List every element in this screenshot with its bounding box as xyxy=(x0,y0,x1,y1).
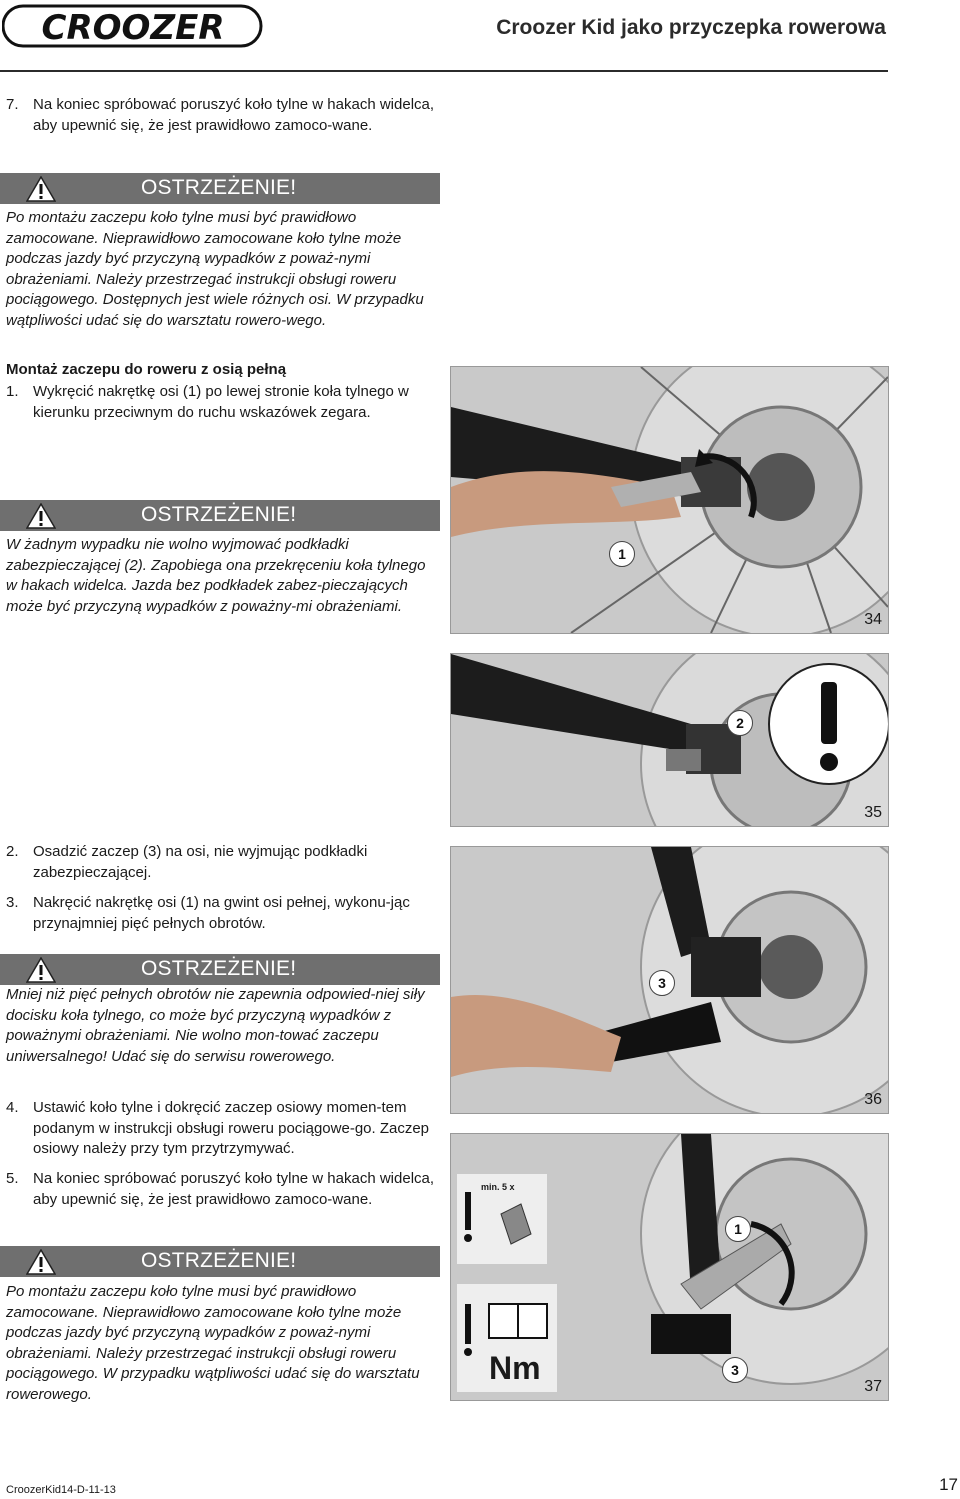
warning-header-3 xyxy=(0,954,440,985)
step-number: 7. xyxy=(6,96,19,113)
callout: 1 xyxy=(609,541,635,567)
figure-number: 34 xyxy=(864,611,882,628)
warning-icon xyxy=(26,176,56,202)
step-text: Wykręcić nakrętkę osi (1) po lewej stronie koła tylnego w kierunku przeciwnym do ruchu wskazówek zegara. xyxy=(33,383,409,421)
warning-text-4: Po montażu zaczepu koło tylne musi być prawidłowo zamocowane. Nieprawidłowo zamocowane koło tylne może podczas jazdy być przyczyną wypadków z poważ-nymi obrażeniami. Należy przestrzegać instrukcji obsługi roweru pociągowego. W przypadku wątpliwości udać się do warsztatu rowerowego. xyxy=(6,1283,420,1403)
warning-text-1: Po montażu zaczepu koło tylne musi być prawidłowo zamocowane. Nieprawidłowo zamocowane koło tylne może podczas jazdy być przyczyną wypadków z poważ-nymi obrażeniami. Należy przestrzegać instrukcji obsługi roweru pociągowego. Dostępnych jest wiele różnych osi. W przypadku wątpliwości udać się do warsztatu rowero-wego. xyxy=(6,209,424,329)
figure-number: 36 xyxy=(864,1091,882,1108)
page-number: 17 xyxy=(939,1475,958,1494)
step-2 xyxy=(6,842,440,883)
figure-34-illustration xyxy=(451,367,888,633)
torque-label: Nm xyxy=(489,1350,541,1386)
page-title: Croozer Kid jako przyczepka rowerowa xyxy=(496,16,886,39)
step-number: 3. xyxy=(6,894,19,911)
callout: 3 xyxy=(722,1357,748,1383)
figure-number: 37 xyxy=(864,1378,882,1395)
figure-35-illustration xyxy=(451,654,888,826)
warning-text-2: W żadnym wypadku nie wolno wyjmować podkładki zabezpieczającej (2). Zapobiega ona przekręceniu koła tylnego w hakach widelca. Jazda bez podkładek zabez-pieczających może być przyczyną wypadków z poważny-mi obrażeniami. xyxy=(6,536,426,615)
warning-title: OSTRZEŻENIE! xyxy=(141,503,297,526)
callout: 3 xyxy=(649,970,675,996)
step-number: 1. xyxy=(6,383,19,400)
warning-header-2 xyxy=(0,500,440,531)
step-number: 5. xyxy=(6,1170,19,1187)
step-number: 4. xyxy=(6,1099,19,1116)
step-5 xyxy=(6,1169,440,1210)
brand-text: CROOZER xyxy=(41,8,225,48)
warning-header-1 xyxy=(0,173,440,204)
callout: 1 xyxy=(725,1216,751,1242)
min-turns-label: min. 5 x xyxy=(481,1182,515,1192)
warning-title: OSTRZEŻENIE! xyxy=(141,957,297,980)
figure-number: 35 xyxy=(864,804,882,821)
header-divider xyxy=(0,70,888,72)
step-number: 2. xyxy=(6,843,19,860)
step-text: Nakręcić nakrętkę osi (1) na gwint osi pełnej, wykonu-jąc przynajmniej pięć pełnych obrotów. xyxy=(33,894,410,932)
step-3 xyxy=(6,893,440,934)
figure-35 xyxy=(450,653,889,827)
croozer-logo xyxy=(2,2,264,50)
section-heading: Montaż zaczepu do roweru z osią pełną xyxy=(6,361,287,378)
step-text: Osadzić zaczep (3) na osi, nie wyjmując podkładki zabezpieczającej. xyxy=(33,843,368,881)
step-text: Na koniec spróbować poruszyć koło tylne w hakach widelca, aby upewnić się, że jest prawidłowo zamoco-wane. xyxy=(33,1170,435,1208)
warning-icon xyxy=(26,503,56,529)
step-text: Ustawić koło tylne i dokręcić zaczep osiowy momen-tem podanym w instrukcji obsługi roweru pociągowe-go. Zaczep osiowy należy przy tym przytrzymywać. xyxy=(33,1099,430,1158)
figure-37 xyxy=(450,1133,889,1401)
step-1 xyxy=(6,382,440,423)
warning-text-3: Mniej niż pięć pełnych obrotów nie zapewnia odpowied-niej siły docisku koła tylnego, co może być przyczyną wypadków z poważnymi obrażeniami. Nie wolno mon-tować zaczepu uniwersalnego! Udać się do serwisu rowerowego. xyxy=(6,986,425,1065)
step-4 xyxy=(6,1098,440,1160)
warning-header-4 xyxy=(0,1246,440,1277)
warning-icon xyxy=(26,957,56,983)
figure-36 xyxy=(450,846,889,1114)
callout: 2 xyxy=(727,710,753,736)
document-code: CroozerKid14-D-11-13 xyxy=(6,1484,116,1496)
step-text: Na koniec spróbować poruszyć koło tylne w hakach widelca, aby upewnić się, że jest prawidłowo zamoco-wane. xyxy=(33,96,435,134)
figure-34 xyxy=(450,366,889,634)
step-7 xyxy=(6,95,440,136)
warning-icon xyxy=(26,1249,56,1275)
warning-title: OSTRZEŻENIE! xyxy=(141,1249,297,1272)
warning-title: OSTRZEŻENIE! xyxy=(141,176,297,199)
